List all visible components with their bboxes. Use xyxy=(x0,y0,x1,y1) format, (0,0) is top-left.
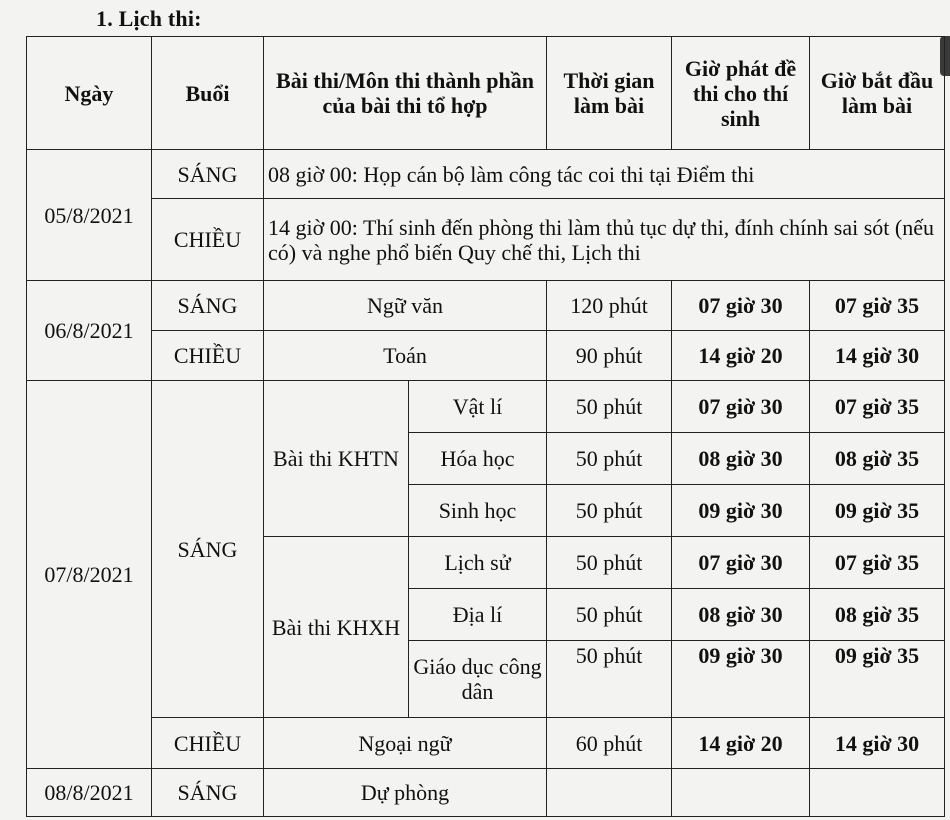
start-time-cell: 09 giờ 35 xyxy=(810,485,945,537)
issue-time-cell: 08 giờ 30 xyxy=(672,433,810,485)
header-ngay: Ngày xyxy=(27,37,152,150)
duration-cell: 50 phút xyxy=(547,641,672,718)
date-cell: 07/8/2021 xyxy=(27,381,152,769)
note-cell: 08 giờ 00: Họp cán bộ làm công tác coi thi tại Điểm thi xyxy=(264,150,945,199)
session-cell: CHIỀU xyxy=(152,718,264,769)
subject-cell: Ngữ văn xyxy=(264,281,547,331)
subject-cell: Sinh học xyxy=(409,485,547,537)
duration-cell: 50 phút xyxy=(547,485,672,537)
duration-cell: 90 phút xyxy=(547,331,672,381)
start-time-cell: 08 giờ 35 xyxy=(810,589,945,641)
start-time-cell: 14 giờ 30 xyxy=(810,718,945,769)
note-cell: 14 giờ 00: Thí sinh đến phòng thi làm thủ tục dự thi, đính chính sai sót (nếu có) và nghe phổ biến Quy chế thi, Lịch thi xyxy=(264,199,945,281)
start-time-cell: 07 giờ 35 xyxy=(810,381,945,433)
duration-cell: 50 phút xyxy=(547,589,672,641)
start-time-cell xyxy=(810,769,945,817)
date-cell: 06/8/2021 xyxy=(27,281,152,381)
subject-cell: Giáo dục công dân xyxy=(409,641,547,718)
duration-cell: 50 phút xyxy=(547,433,672,485)
session-cell: SÁNG xyxy=(152,381,264,718)
issue-time-cell: 09 giờ 30 xyxy=(672,641,810,718)
header-thoi-gian: Thời gian làm bài xyxy=(547,37,672,150)
start-time-cell: 08 giờ 35 xyxy=(810,433,945,485)
header-bai-thi: Bài thi/Môn thi thành phần của bài thi tổ hợp xyxy=(264,37,547,150)
table-row xyxy=(27,199,945,281)
group-label-cell: Bài thi KHTN xyxy=(264,381,409,537)
section-heading: 1. Lịch thi: xyxy=(96,6,202,31)
header-gio-bat-dau: Giờ bắt đầu làm bài xyxy=(810,37,945,150)
start-time-cell: 07 giờ 35 xyxy=(810,537,945,589)
duration-cell: 60 phút xyxy=(547,718,672,769)
duration-cell: 50 phút xyxy=(547,381,672,433)
start-time-cell: 09 giờ 35 xyxy=(810,641,945,718)
subject-cell: Lịch sử xyxy=(409,537,547,589)
session-cell: SÁNG xyxy=(152,281,264,331)
table-row xyxy=(27,381,945,433)
session-cell: SÁNG xyxy=(152,150,264,199)
subject-cell: Hóa học xyxy=(409,433,547,485)
table-row xyxy=(27,718,945,769)
table-row xyxy=(27,150,945,199)
session-cell: SÁNG xyxy=(152,769,264,817)
start-time-cell: 14 giờ 30 xyxy=(810,331,945,381)
duration-cell: 120 phút xyxy=(547,281,672,331)
header-gio-phat-de: Giờ phát đề thi cho thí sinh xyxy=(672,37,810,150)
subject-cell: Địa lí xyxy=(409,589,547,641)
subject-cell: Toán xyxy=(264,331,547,381)
group-label-cell: Bài thi KHXH xyxy=(264,537,409,718)
header-row xyxy=(27,37,945,150)
duration-cell: 50 phút xyxy=(547,537,672,589)
session-cell: CHIỀU xyxy=(152,331,264,381)
header-buoi: Buổi xyxy=(152,37,264,150)
date-cell: 08/8/2021 xyxy=(27,769,152,817)
table-row xyxy=(27,769,945,817)
start-time-cell: 07 giờ 35 xyxy=(810,281,945,331)
table-row xyxy=(27,281,945,331)
issue-time-cell: 14 giờ 20 xyxy=(672,718,810,769)
duration-cell xyxy=(547,769,672,817)
issue-time-cell: 07 giờ 30 xyxy=(672,537,810,589)
issue-time-cell: 07 giờ 30 xyxy=(672,281,810,331)
issue-time-cell: 09 giờ 30 xyxy=(672,485,810,537)
issue-time-cell: 08 giờ 30 xyxy=(672,589,810,641)
subject-cell: Vật lí xyxy=(409,381,547,433)
issue-time-cell: 14 giờ 20 xyxy=(672,331,810,381)
issue-time-cell: 07 giờ 30 xyxy=(672,381,810,433)
subject-cell: Dự phòng xyxy=(264,769,547,817)
issue-time-cell xyxy=(672,769,810,817)
date-cell: 05/8/2021 xyxy=(27,150,152,281)
session-cell: CHIỀU xyxy=(152,199,264,281)
table-row xyxy=(27,331,945,381)
exam-schedule-table xyxy=(26,36,945,817)
subject-cell: Ngoại ngữ xyxy=(264,718,547,769)
